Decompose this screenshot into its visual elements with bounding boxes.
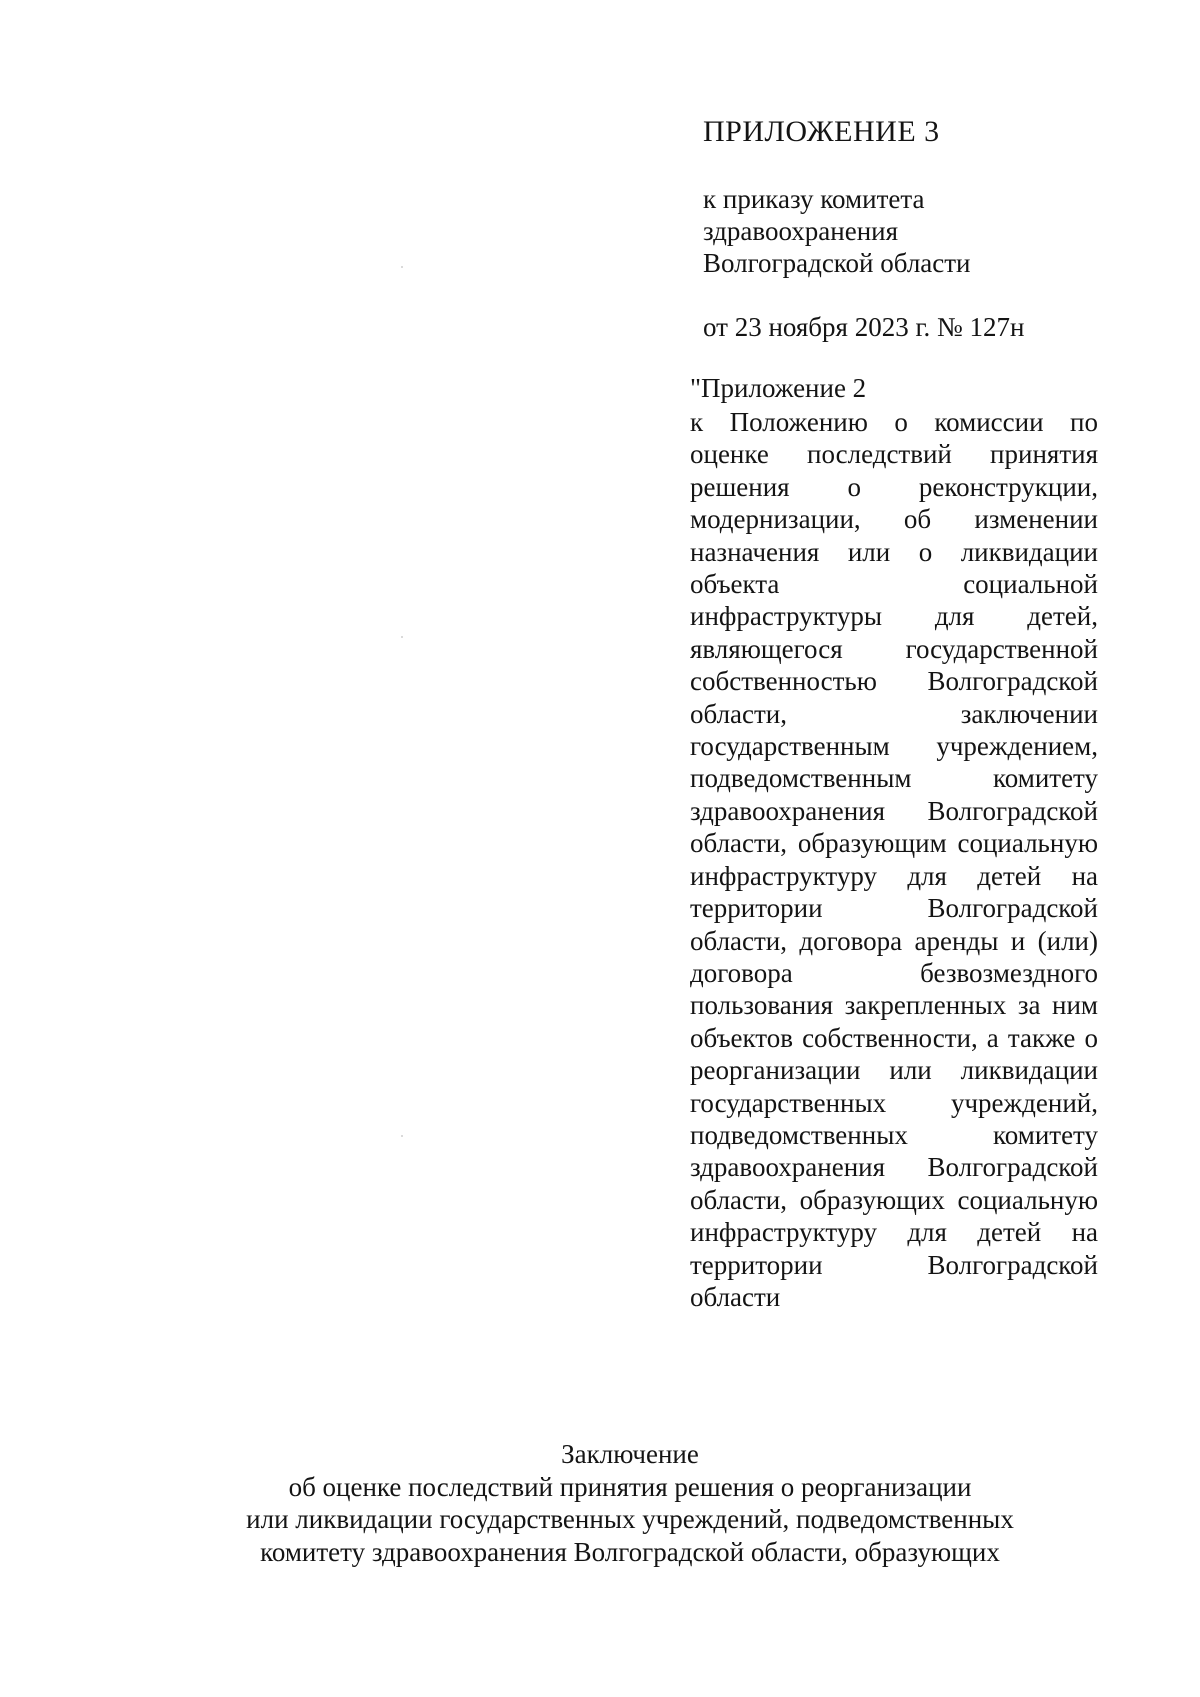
- order-reference-line: к приказу комитета: [703, 184, 925, 214]
- conclusion-line: комитету здравоохранения Волгоградской области, образующих: [260, 1536, 1000, 1567]
- order-reference: [703, 183, 971, 279]
- scan-speck: [401, 636, 403, 638]
- annex-heading: "Приложение 2: [690, 373, 867, 403]
- conclusion-title: Заключение: [561, 1439, 699, 1469]
- conclusion-line: об оценке последствий принятия решения о реорганизации: [288, 1471, 972, 1502]
- scan-speck: [401, 266, 403, 268]
- order-date: от 23 ноября 2023 г. № 127н: [703, 312, 1025, 342]
- conclusion-line: или ликвидации государственных учреждений, подведомственных: [246, 1504, 1014, 1534]
- conclusion-block: [150, 1438, 1110, 1568]
- appendix-title: ПРИЛОЖЕНИЕ 3: [703, 115, 940, 148]
- annex-body: к Положению о комиссии по оценке последствий принятия решения о реконструкции, модернизации, об изменении назначения или о ликвидации объекта социальной инфраструктуры для детей, являющегося государственной собственностью Волгоградской области, заключении государственным учреждением, подведомственным комитету здравоохранения Волгоградской области, образующим социальную инфраструктуру для детей на территории Волгоградской области, договора аренды и (или) договора безвозмездного пользования закрепленных за ним объектов собственности, а также о реорганизации или ликвидации государственных учреждений, подведомственных комитету здравоохранения Волгоградской области, образующих социальную инфраструктуру для детей на территории Волгоградской области: [690, 407, 1098, 1312]
- order-reference-line: здравоохранения: [703, 216, 899, 246]
- order-reference-line: Волгоградской области: [703, 248, 971, 278]
- scan-speck: [401, 1135, 403, 1137]
